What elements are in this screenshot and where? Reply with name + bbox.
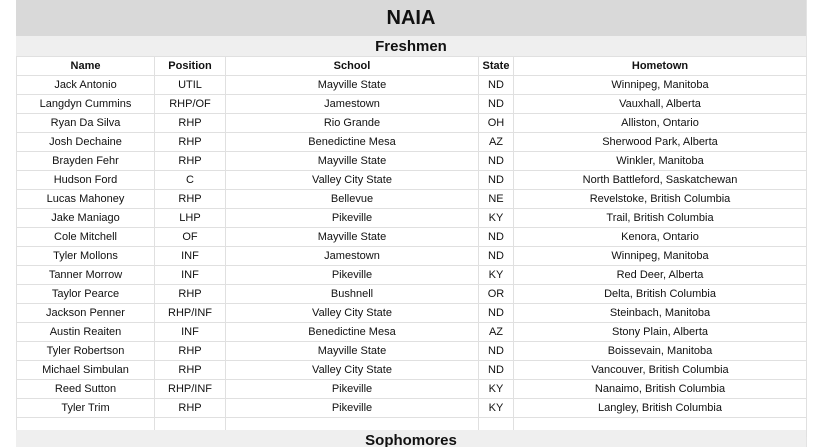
cell-hometown[interactable]: Kenora, Ontario xyxy=(514,228,807,247)
cell-position[interactable]: RHP xyxy=(155,342,226,361)
table-row[interactable] xyxy=(17,342,807,361)
cell-school[interactable]: Pikeville xyxy=(226,380,479,399)
cell-position[interactable]: RHP xyxy=(155,190,226,209)
table-row[interactable] xyxy=(17,247,807,266)
table-row[interactable] xyxy=(17,114,807,133)
col-header-state[interactable]: State xyxy=(479,57,514,76)
cell-position[interactable]: RHP/INF xyxy=(155,304,226,323)
cell-hometown[interactable]: Winnipeg, Manitoba xyxy=(514,76,807,95)
cell-name[interactable]: Jack Antonio xyxy=(17,76,155,95)
table-row[interactable] xyxy=(17,76,807,95)
cell-school[interactable]: Bushnell xyxy=(226,285,479,304)
cell-school[interactable]: Valley City State xyxy=(226,304,479,323)
cell-name[interactable]: Tanner Morrow xyxy=(17,266,155,285)
cell-hometown[interactable]: Stony Plain, Alberta xyxy=(514,323,807,342)
cell-school[interactable]: Mayville State xyxy=(226,152,479,171)
cell-name[interactable]: Taylor Pearce xyxy=(17,285,155,304)
col-header-school[interactable]: School xyxy=(226,57,479,76)
table-row[interactable] xyxy=(17,304,807,323)
cell-name[interactable]: Brayden Fehr xyxy=(17,152,155,171)
right-gutter xyxy=(806,0,828,447)
table-row[interactable] xyxy=(17,95,807,114)
table-row[interactable] xyxy=(17,399,807,418)
section-sophomores-text: Sophomores xyxy=(365,431,457,447)
cell-hometown[interactable]: Vancouver, British Columbia xyxy=(514,361,807,380)
cell-state[interactable]: ND xyxy=(479,361,514,380)
table-row[interactable] xyxy=(17,361,807,380)
cell-hometown[interactable]: Vauxhall, Alberta xyxy=(514,95,807,114)
table-row[interactable] xyxy=(17,152,807,171)
cell-name[interactable]: Tyler Trim xyxy=(17,399,155,418)
cell-hometown[interactable]: Revelstoke, British Columbia xyxy=(514,190,807,209)
cell-state[interactable]: KY xyxy=(479,209,514,228)
col-header-name[interactable]: Name xyxy=(17,57,155,76)
cell-hometown[interactable]: Langley, British Columbia xyxy=(514,399,807,418)
cell-school[interactable]: Mayville State xyxy=(226,342,479,361)
cell-school[interactable]: Bellevue xyxy=(226,190,479,209)
table-row[interactable] xyxy=(17,285,807,304)
cell-school[interactable]: Valley City State xyxy=(226,171,479,190)
cell-state[interactable]: AZ xyxy=(479,133,514,152)
cell-hometown[interactable]: Trail, British Columbia xyxy=(514,209,807,228)
cell-position[interactable]: RHP xyxy=(155,399,226,418)
cell-name[interactable]: Jackson Penner xyxy=(17,304,155,323)
cell-position[interactable]: INF xyxy=(155,247,226,266)
cell-school[interactable]: Mayville State xyxy=(226,76,479,95)
cell-state[interactable]: NE xyxy=(479,190,514,209)
table-row[interactable] xyxy=(17,323,807,342)
cell-state[interactable]: ND xyxy=(479,76,514,95)
sheet-title-text: NAIA xyxy=(386,6,436,29)
cell-position[interactable]: RHP xyxy=(155,152,226,171)
cell-state[interactable]: ND xyxy=(479,152,514,171)
table-row[interactable] xyxy=(17,266,807,285)
cell-hometown[interactable]: Sherwood Park, Alberta xyxy=(514,133,807,152)
table-row[interactable] xyxy=(17,171,807,190)
cell-position[interactable]: RHP/INF xyxy=(155,380,226,399)
cell-state[interactable]: ND xyxy=(479,247,514,266)
cell-school[interactable]: Pikeville xyxy=(226,209,479,228)
cell-name[interactable]: Langdyn Cummins xyxy=(17,95,155,114)
table-row[interactable] xyxy=(17,190,807,209)
cell-state[interactable]: KY xyxy=(479,266,514,285)
cell-hometown[interactable]: North Battleford, Saskatchewan xyxy=(514,171,807,190)
roster-body xyxy=(17,76,807,437)
cell-school[interactable]: Rio Grande xyxy=(226,114,479,133)
cell-hometown[interactable]: Winnipeg, Manitoba xyxy=(514,247,807,266)
cell-school[interactable]: Mayville State xyxy=(226,228,479,247)
cell-name[interactable]: Reed Sutton xyxy=(17,380,155,399)
cell-state[interactable]: ND xyxy=(479,342,514,361)
cell-state[interactable]: ND xyxy=(479,95,514,114)
cell-hometown[interactable]: Winkler, Manitoba xyxy=(514,152,807,171)
cell-state[interactable]: AZ xyxy=(479,323,514,342)
cell-state[interactable]: OR xyxy=(479,285,514,304)
table-row[interactable] xyxy=(17,209,807,228)
cell-state[interactable]: ND xyxy=(479,171,514,190)
cell-position[interactable]: INF xyxy=(155,266,226,285)
cell-position[interactable]: RHP/OF xyxy=(155,95,226,114)
cell-name[interactable]: Jake Maniago xyxy=(17,209,155,228)
cell-name[interactable]: Cole Mitchell xyxy=(17,228,155,247)
left-gutter xyxy=(0,0,17,447)
cell-school[interactable]: Pikeville xyxy=(226,266,479,285)
cell-position[interactable]: RHP xyxy=(155,133,226,152)
cell-state[interactable]: KY xyxy=(479,380,514,399)
table-row[interactable] xyxy=(17,133,807,152)
cell-school[interactable]: Jamestown xyxy=(226,95,479,114)
cell-position[interactable]: UTIL xyxy=(155,76,226,95)
cell-state[interactable]: ND xyxy=(479,228,514,247)
cell-state[interactable]: OH xyxy=(479,114,514,133)
table-row[interactable] xyxy=(17,228,807,247)
cell-school[interactable]: Jamestown xyxy=(226,247,479,266)
cell-position[interactable]: LHP xyxy=(155,209,226,228)
cell-hometown[interactable]: Steinbach, Manitoba xyxy=(514,304,807,323)
col-header-position[interactable]: Position xyxy=(155,57,226,76)
cell-school[interactable]: Benedictine Mesa xyxy=(226,323,479,342)
cell-hometown[interactable]: Red Deer, Alberta xyxy=(514,266,807,285)
header-row xyxy=(17,57,807,76)
cell-name[interactable]: Tyler Mollons xyxy=(17,247,155,266)
cell-name[interactable]: Lucas Mahoney xyxy=(17,190,155,209)
cell-position[interactable]: RHP xyxy=(155,114,226,133)
cell-hometown[interactable]: Alliston, Ontario xyxy=(514,114,807,133)
cell-position[interactable]: RHP xyxy=(155,361,226,380)
cell-name[interactable]: Austin Reaiten xyxy=(17,323,155,342)
cell-hometown[interactable]: Delta, British Columbia xyxy=(514,285,807,304)
cell-state[interactable]: ND xyxy=(479,304,514,323)
cell-school[interactable]: Valley City State xyxy=(226,361,479,380)
section-header-freshmen[interactable] xyxy=(16,36,806,57)
roster-table xyxy=(16,56,807,437)
section-header-sophomores[interactable] xyxy=(16,430,806,447)
cell-school[interactable]: Benedictine Mesa xyxy=(226,133,479,152)
section-freshmen-text: Freshmen xyxy=(375,37,447,55)
cell-name[interactable]: Josh Dechaine xyxy=(17,133,155,152)
table-row[interactable] xyxy=(17,380,807,399)
cell-school[interactable]: Pikeville xyxy=(226,399,479,418)
cell-position[interactable]: C xyxy=(155,171,226,190)
col-header-hometown[interactable]: Hometown xyxy=(514,57,807,76)
sheet-title[interactable] xyxy=(16,0,806,37)
cell-position[interactable]: INF xyxy=(155,323,226,342)
cell-hometown[interactable]: Boissevain, Manitoba xyxy=(514,342,807,361)
cell-hometown[interactable]: Nanaimo, British Columbia xyxy=(514,380,807,399)
cell-state[interactable]: KY xyxy=(479,399,514,418)
cell-name[interactable]: Michael Simbulan xyxy=(17,361,155,380)
cell-name[interactable]: Hudson Ford xyxy=(17,171,155,190)
cell-position[interactable]: OF xyxy=(155,228,226,247)
cell-name[interactable]: Tyler Robertson xyxy=(17,342,155,361)
cell-name[interactable]: Ryan Da Silva xyxy=(17,114,155,133)
cell-position[interactable]: RHP xyxy=(155,285,226,304)
